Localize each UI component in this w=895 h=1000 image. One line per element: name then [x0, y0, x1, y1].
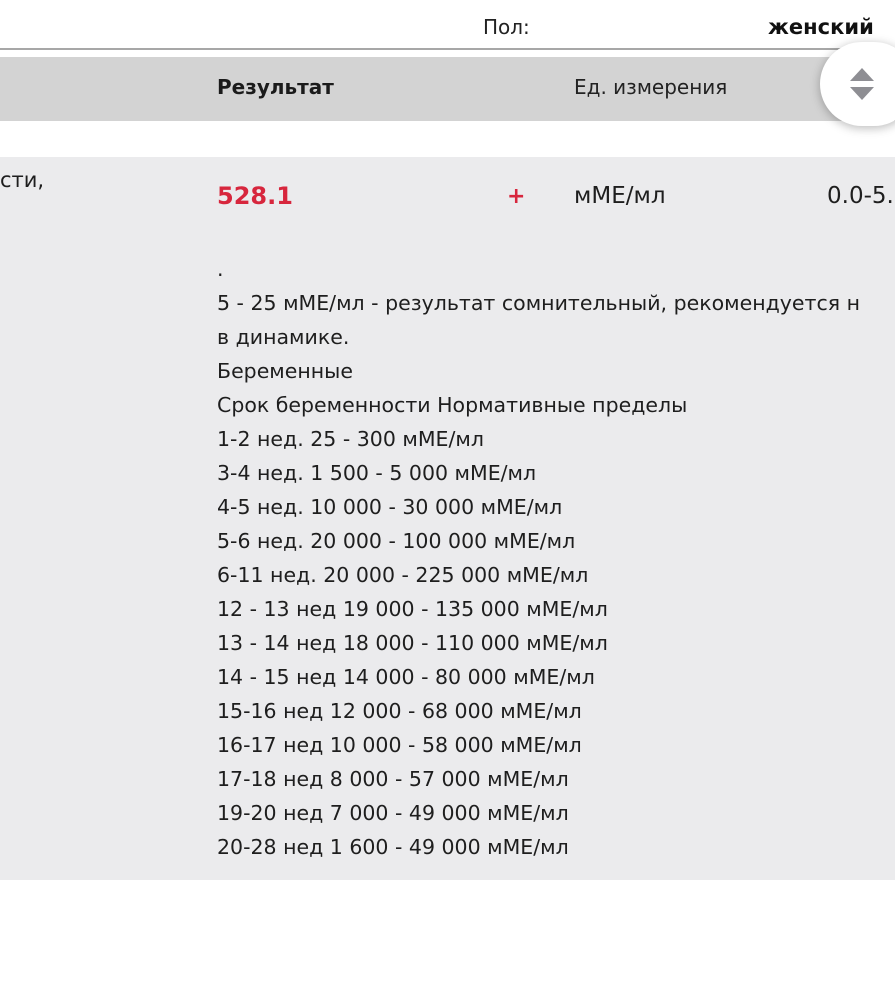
comment-line: 1-2 нед. 25 - 300 мМЕ/мл — [217, 427, 484, 451]
header-divider — [0, 48, 895, 50]
reference-comment — [217, 252, 895, 864]
comment-line: Срок беременности Нормативные пределы — [217, 393, 688, 417]
comment-line: 20-28 нед 1 600 - 49 000 мМЕ/мл — [217, 835, 569, 859]
gender-value: женский — [768, 15, 874, 39]
comment-line: . — [217, 257, 224, 281]
comment-line: 12 - 13 нед 19 000 - 135 000 мМЕ/мл — [217, 597, 608, 621]
reference-range: 0.0-5. — [827, 183, 894, 209]
comment-line: 4-5 нед. 10 000 - 30 000 мМЕ/мл — [217, 495, 563, 519]
comment-line: Беременные — [217, 359, 353, 383]
comment-line: 3-4 нед. 1 500 - 5 000 мМЕ/мл — [217, 461, 537, 485]
abnormal-flag: + — [507, 184, 526, 209]
comment-line: 6-11 нед. 20 000 - 225 000 мМЕ/мл — [217, 563, 589, 587]
comment-line: 13 - 14 нед 18 000 - 110 000 мМЕ/мл — [217, 631, 608, 655]
result-value: 528.1 — [217, 182, 293, 210]
comment-line: 14 - 15 нед 14 000 - 80 000 мМЕ/мл — [217, 665, 595, 689]
test-name-fragment: сти, — [0, 168, 45, 192]
comment-line: 15-16 нед 12 000 - 68 000 мМЕ/мл — [217, 699, 582, 723]
column-header-result: Результат — [217, 75, 334, 99]
scroll-toggle-button[interactable] — [820, 42, 895, 126]
comment-line: 19-20 нед 7 000 - 49 000 мМЕ/мл — [217, 801, 569, 825]
comment-line: 16-17 нед 10 000 - 58 000 мМЕ/мл — [217, 733, 582, 757]
unit-value: мМЕ/мл — [574, 183, 666, 209]
gender-label: Пол: — [483, 15, 530, 39]
column-header-unit: Ед. измерения — [574, 75, 728, 99]
comment-line: 17-18 нед 8 000 - 57 000 мМЕ/мл — [217, 767, 569, 791]
comment-line: в динамике. — [217, 325, 350, 349]
sort-arrows-icon — [849, 66, 875, 102]
comment-line: 5-6 нед. 20 000 - 100 000 мМЕ/мл — [217, 529, 576, 553]
table-header — [0, 57, 895, 121]
comment-line: 5 - 25 мМЕ/мл - результат сомнительный, рекомендуется н — [217, 291, 860, 315]
